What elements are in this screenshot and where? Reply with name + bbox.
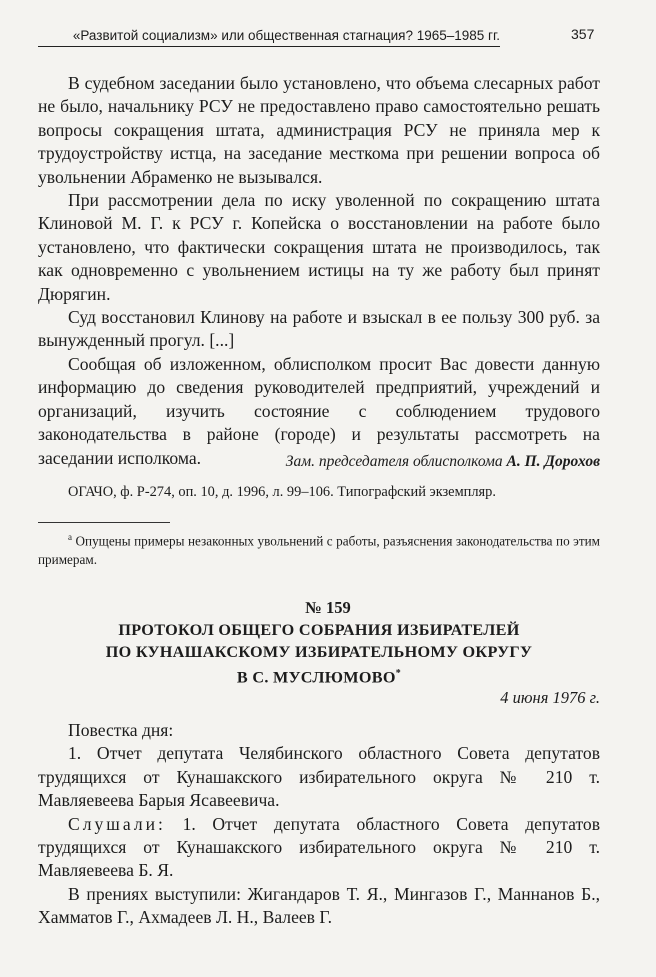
document-title-line-2: ПО КУНАШАКСКОМУ ИЗБИРАТЕЛЬНОМУ ОКРУГУ <box>105 642 533 661</box>
heard-paragraph <box>38 813 600 883</box>
signature-position: Зам. председателя облисполкома <box>285 453 503 470</box>
debate-paragraph: В прениях выступили: Жигандаров Т. Я., Мингазов Г., Маннанов Б., Хамматов Г., Ахмадеев Л. Н., Валеев Г. <box>38 883 600 928</box>
heard-label: Слушали: <box>68 813 166 834</box>
agenda-item: 1. Отчет депутата Челябинского областного Совета депутатов трудящихся от Кунашакского избирательного округа № 210 т. Мавляевеева Барыя Ясавеевича. <box>38 743 600 811</box>
document-date: 4 июня 1976 г. <box>500 688 600 707</box>
protocol-body <box>38 719 600 930</box>
footnote-text: Опущены примеры незаконных увольнений с работы, разъяснения законодательства по этим примерам. <box>38 533 601 567</box>
document-title <box>38 620 600 689</box>
page-number: 357 <box>571 26 595 42</box>
footnote <box>38 528 600 569</box>
document-number: № 159 <box>305 598 351 617</box>
agenda-heading: Повестка дня: <box>68 720 174 740</box>
heard-text: 1. Отчет депутата областного Совета депутатов трудящихся от Кунашакского избирательного округа № 210 т. Мавляевеева Б. Я. <box>38 813 600 881</box>
document-title-line-1: ПРОТОКОЛ ОБЩЕГО СОБРАНИЯ ИЗБИРАТЕЛЕЙ <box>118 621 520 639</box>
document-title-marker: * <box>395 668 402 679</box>
paragraph-request: Сообщая об изложенном, облисполком просит Вас довести данную информацию до сведения руководителей предприятий, учреждений и организаций, изучить состояние с соблюдением трудового законодательства в районе (городе) и результаты рассмотреть на заседании исполкома. <box>38 353 600 468</box>
footnote-divider <box>38 522 170 523</box>
signature-block <box>286 453 600 471</box>
letter-body <box>38 72 600 470</box>
document-title-line-3: В С. МУСЛЮМОВО <box>236 668 396 687</box>
archive-reference: ОГАЧО, ф. Р-274, оп. 10, д. 1996, л. 99–106. Типографский экземпляр. <box>68 484 496 500</box>
signature-name: А. П. Дорохов <box>506 453 600 470</box>
paragraph-court-hearing: В судебном заседании было установлено, что объема слесарных работ не было, начальнику РСУ не предоставлено право самостоятельно решать вопросы сокращения штата, администрация РСУ не приняла мер к трудоустройству истца, на заседание месткома при решении вопроса об увольнении Абраменко не вызывался. <box>38 73 600 187</box>
footnote-marker: а <box>68 532 72 542</box>
paragraph-court-decision: Суд восстановил Клинову на работе и взыскал в ее пользу 300 руб. за вынужденный прогул. [...] <box>38 307 600 351</box>
running-head-title: «Развитой социализм» или общественная стагнация? 1965–1985 гг. <box>38 28 500 47</box>
paragraph-klinova-case: При рассмотрении дела по иску уволенной по сокращению штата Клиновой М. Г. к РСУ г. Копейска о восстановлении на работе было установлено, что фактически сокращения штата не производилось, так как одновременно с увольнением истицы на ту же работу был принят Дюрягин. <box>38 190 600 304</box>
